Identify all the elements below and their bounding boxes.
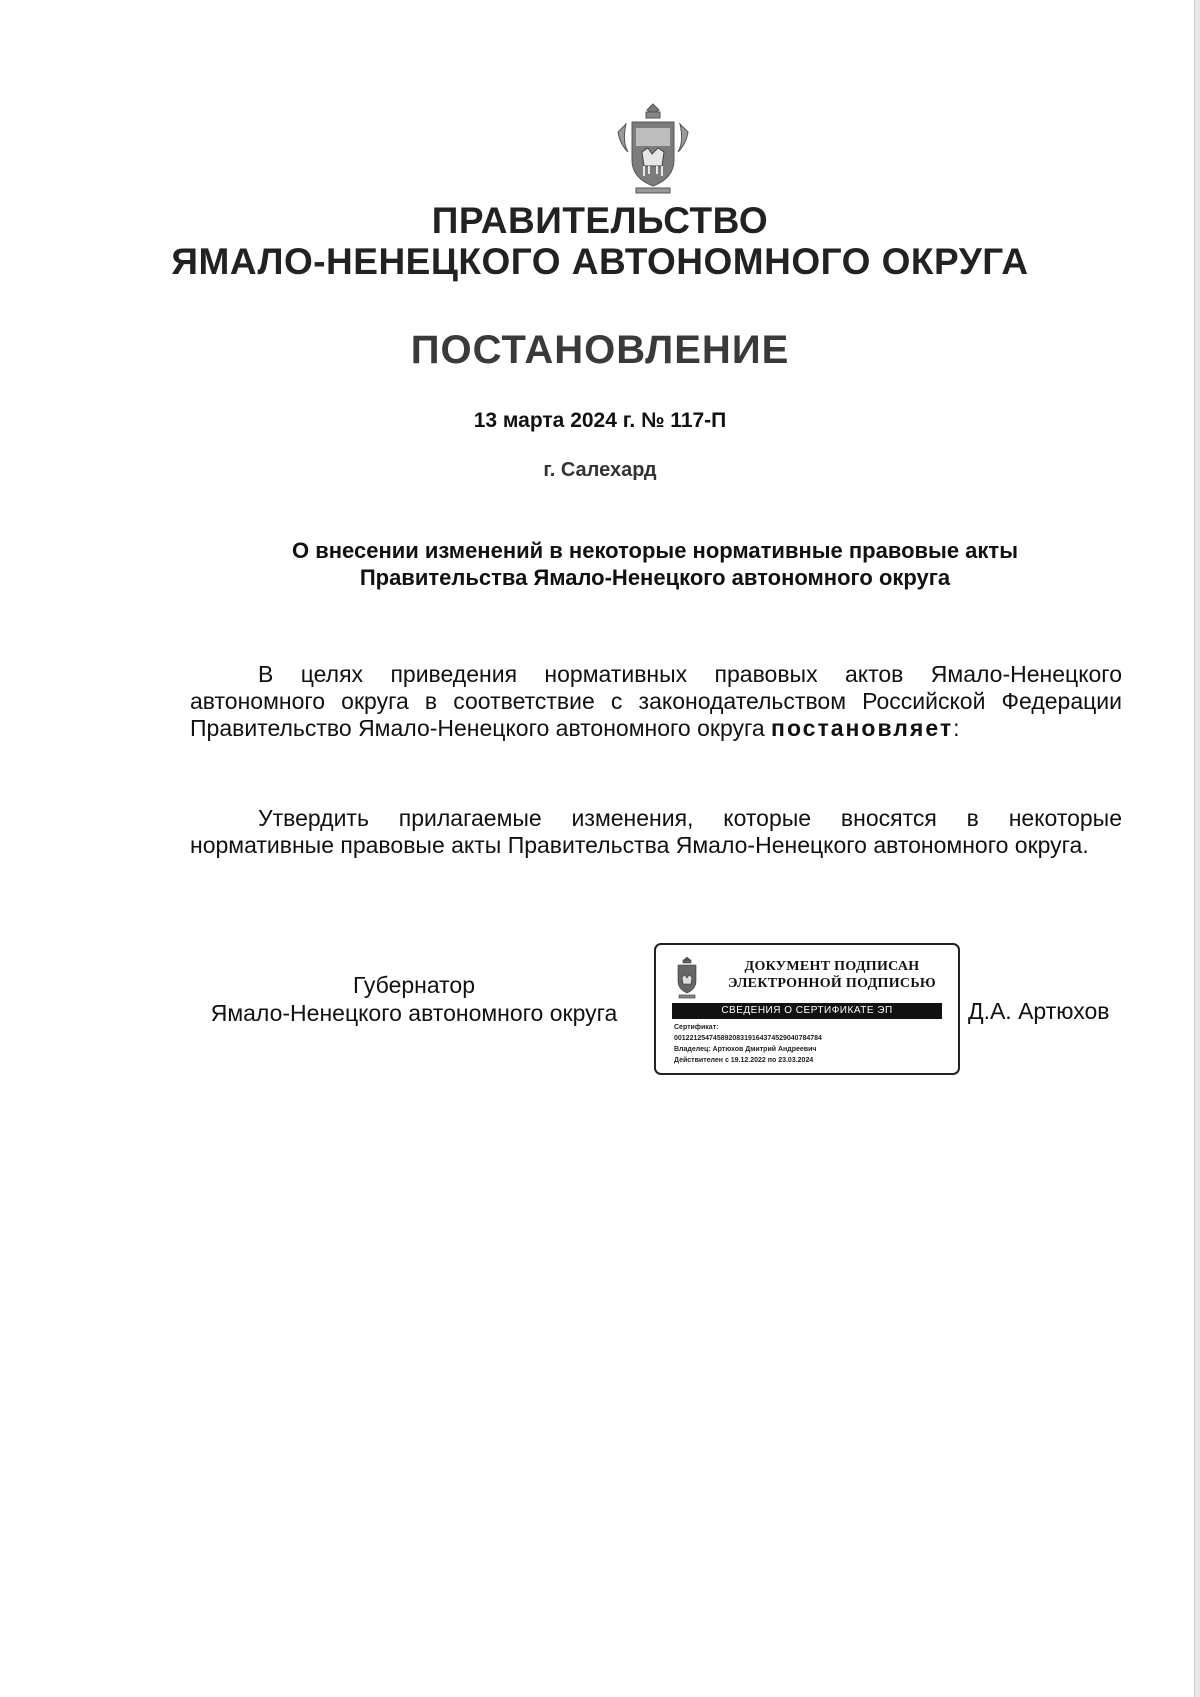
- operative-paragraph: Утвердить прилагаемые изменения, которые вносятся в некоторые нормативные правовые акты Правительства Ямало-Ненецкого автономного округа.: [190, 805, 1122, 858]
- decree-subject: [190, 537, 1120, 591]
- page-edge: [1194, 0, 1200, 1697]
- signer-position-line2: Ямало-Ненецкого автономного округа: [210, 1000, 618, 1026]
- preamble-text: В целях приведения нормативных правовых актов Ямало-Ненецкого автономного округа в соответствие с законодательством Российской Федерации Правительство Ямало-Ненецкого автономного округа: [190, 661, 1122, 741]
- certificate-info-bar: СВЕДЕНИЯ О СЕРТИФИКАТЕ ЭП: [672, 1003, 942, 1019]
- city-name: г. Салехард: [543, 459, 657, 481]
- signer-name: Д.А. Артюхов: [968, 998, 1110, 1024]
- stamp-title-line1: ДОКУМЕНТ ПОДПИСАН: [744, 959, 920, 974]
- stamp-coat-of-arms-icon: [674, 957, 700, 999]
- certificate-details: [674, 1022, 822, 1066]
- preamble-colon: :: [953, 715, 960, 741]
- preamble-paragraph: [190, 661, 1122, 742]
- subject-line2: Правительства Ямало-Ненецкого автономного округа: [359, 565, 951, 590]
- signer-position-line1: Губернатор: [352, 972, 476, 998]
- electronic-signature-stamp: [654, 943, 960, 1075]
- government-name-line2: ЯМАЛО-НЕНЕЦКОГО АВТОНОМНОГО ОКРУГА: [171, 241, 1029, 282]
- stamp-title: [716, 958, 948, 992]
- decrees-keyword: постановляет: [771, 715, 954, 741]
- certificate-validity: Действителен с 19.12.2022 по 23.03.2024: [674, 1057, 814, 1064]
- date-and-number: 13 марта 2024 г. № 117-П: [473, 409, 727, 432]
- yamal-nenets-coat-of-arms-icon: [614, 102, 692, 198]
- subject-line1: О внесении изменений в некоторые нормативные правовые акты: [291, 538, 1018, 563]
- document-type-title: ПОСТАНОВЛЕНИЕ: [410, 328, 790, 372]
- certificate-owner: Владелец: Артюхов Дмитрий Андреевич: [674, 1046, 817, 1053]
- signer-position: [190, 971, 638, 1027]
- certificate-serial: 00122125474589208319164374529040784784: [674, 1035, 822, 1042]
- stamp-title-line2: ЭЛЕКТРОННОЙ ПОДПИСЬЮ: [728, 976, 936, 991]
- certificate-label: Сертификат:: [674, 1024, 719, 1031]
- government-name-line1: ПРАВИТЕЛЬСТВО: [431, 200, 769, 241]
